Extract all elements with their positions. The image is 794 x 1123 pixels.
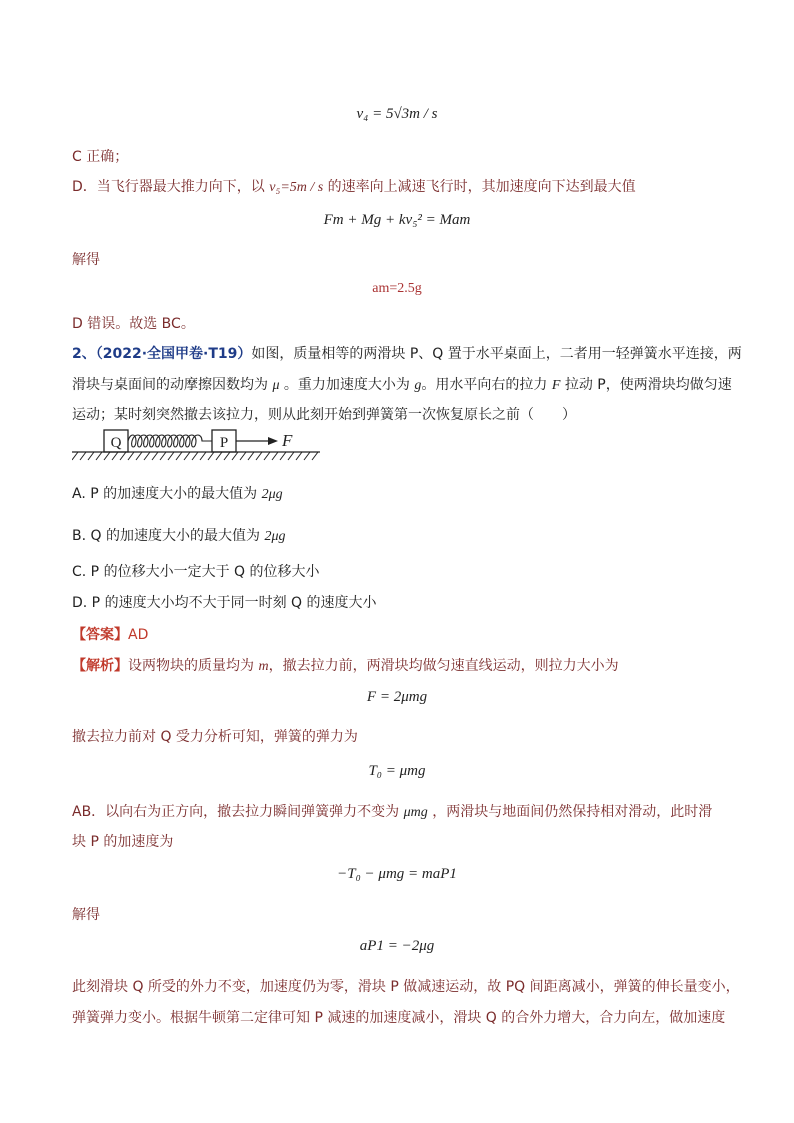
jiede-line-2: 解得	[72, 907, 100, 923]
d-wrong-line: D 错误。故选 BC。	[72, 316, 195, 332]
answer-label: 【答案】	[72, 627, 128, 643]
equation-ap1-sum: −T₀ − μmg = maP1	[337, 866, 457, 882]
question-text-2c: 。用水平向右的拉力	[421, 377, 552, 393]
option-a-value: 2μg	[261, 487, 283, 502]
analysis-label: 【解析】	[72, 658, 128, 674]
option-d-intro	[72, 176, 636, 196]
f-symbol: F	[551, 378, 561, 393]
question-2-line-3: 运动；某时刻突然撤去该拉力，则从此刻开始到弹簧第一次恢复原长之前（ ）	[72, 407, 576, 423]
question-text-1: 如图，质量相等的两滑块 P、Q 置于水平桌面上，二者用一轻弹簧水平连接，两	[251, 346, 742, 362]
force-arrow-head	[268, 437, 278, 445]
answer-value: AD	[128, 627, 149, 643]
equation-fm: Fm + Mg + kv₅² = Mam	[323, 212, 471, 228]
analysis-text-3a: AB．以向右为正方向，撤去拉力瞬间弹簧弹力不变为	[72, 804, 404, 820]
question-2-line-1	[72, 343, 742, 363]
question-2-line-2	[72, 374, 732, 394]
option-a-text: A. P 的加速度大小的最大值为	[72, 486, 262, 502]
option-c: C. P 的位移大小一定大于 Q 的位移大小	[72, 564, 320, 580]
equation-ap1: aP1 = −2μg	[359, 938, 435, 954]
equation-am: am=2.5g	[372, 281, 422, 296]
question-text-2a: 滑块与桌面间的动摩擦因数均为	[72, 377, 273, 393]
option-a	[72, 483, 283, 503]
option-d: D. P 的速度大小均不大于同一时刻 Q 的速度大小	[72, 595, 377, 611]
option-b-text: B. Q 的加速度大小的最大值为	[72, 528, 265, 544]
question-source: （2022·全国甲卷·T19）	[95, 346, 252, 362]
option-b-value: 2μg	[264, 529, 286, 544]
mass-symbol: m	[258, 659, 269, 674]
spring-blocks-diagram	[72, 428, 332, 464]
mu-mg-symbol: μmg	[403, 805, 428, 820]
equation-f: F = 2μmg	[366, 689, 428, 705]
analysis-line-6: 弹簧弹力变小。根据牛顿第二定律可知 P 减速的加速度减小，滑块 Q 的合外力增大，合力向左，做加速度	[72, 1010, 726, 1026]
g-symbol: g	[414, 378, 422, 393]
equation-v4: v₄ = 5√3m / s	[356, 106, 438, 122]
block-q-label: Q	[110, 435, 122, 451]
equation-t0: T₀ = μmg	[368, 763, 426, 779]
force-label: F	[282, 431, 293, 450]
option-b	[72, 525, 285, 545]
question-text-2b: 。重力加速度大小为	[279, 377, 415, 393]
analysis-text-1a: 设两物块的质量均为	[128, 658, 259, 674]
analysis-line-1	[72, 655, 619, 675]
analysis-line-2: 撤去拉力前对 Q 受力分析可知，弹簧的弹力为	[72, 729, 358, 745]
d-intro-text-b: 的速率向上减速飞行时，其加速度向下达到最大值	[323, 179, 636, 195]
analysis-text-3b: ，两滑块与地面间仍然保持相对滑动，此时滑	[427, 804, 713, 820]
analysis-text-1b: ，撤去拉力前，两滑块均做匀速直线运动，则拉力大小为	[268, 658, 619, 674]
question-text-2d: 拉动 P，使两滑块均做匀速	[560, 377, 732, 393]
mu-symbol: μ	[272, 378, 280, 393]
ground-hatching	[72, 452, 318, 460]
c-correct-line: C 正确；	[72, 149, 129, 165]
d-v5-value: v₅=5m / s	[269, 180, 324, 195]
jiede-line-1: 解得	[72, 252, 100, 268]
block-p-label: P	[219, 435, 229, 451]
analysis-line-3	[72, 801, 712, 821]
question-number: 2、	[72, 346, 96, 362]
answer-line	[72, 624, 148, 644]
d-intro-text-a: D．当飞行器最大推力向下，以	[72, 179, 270, 195]
analysis-line-5: 此刻滑块 Q 所受的外力不变，加速度仍为零，滑块 P 做减速运动，故 PQ 间距离减小，弹簧的伸长量变小，	[72, 979, 740, 995]
analysis-line-4: 块 P 的加速度为	[72, 834, 174, 850]
spring	[128, 435, 212, 447]
